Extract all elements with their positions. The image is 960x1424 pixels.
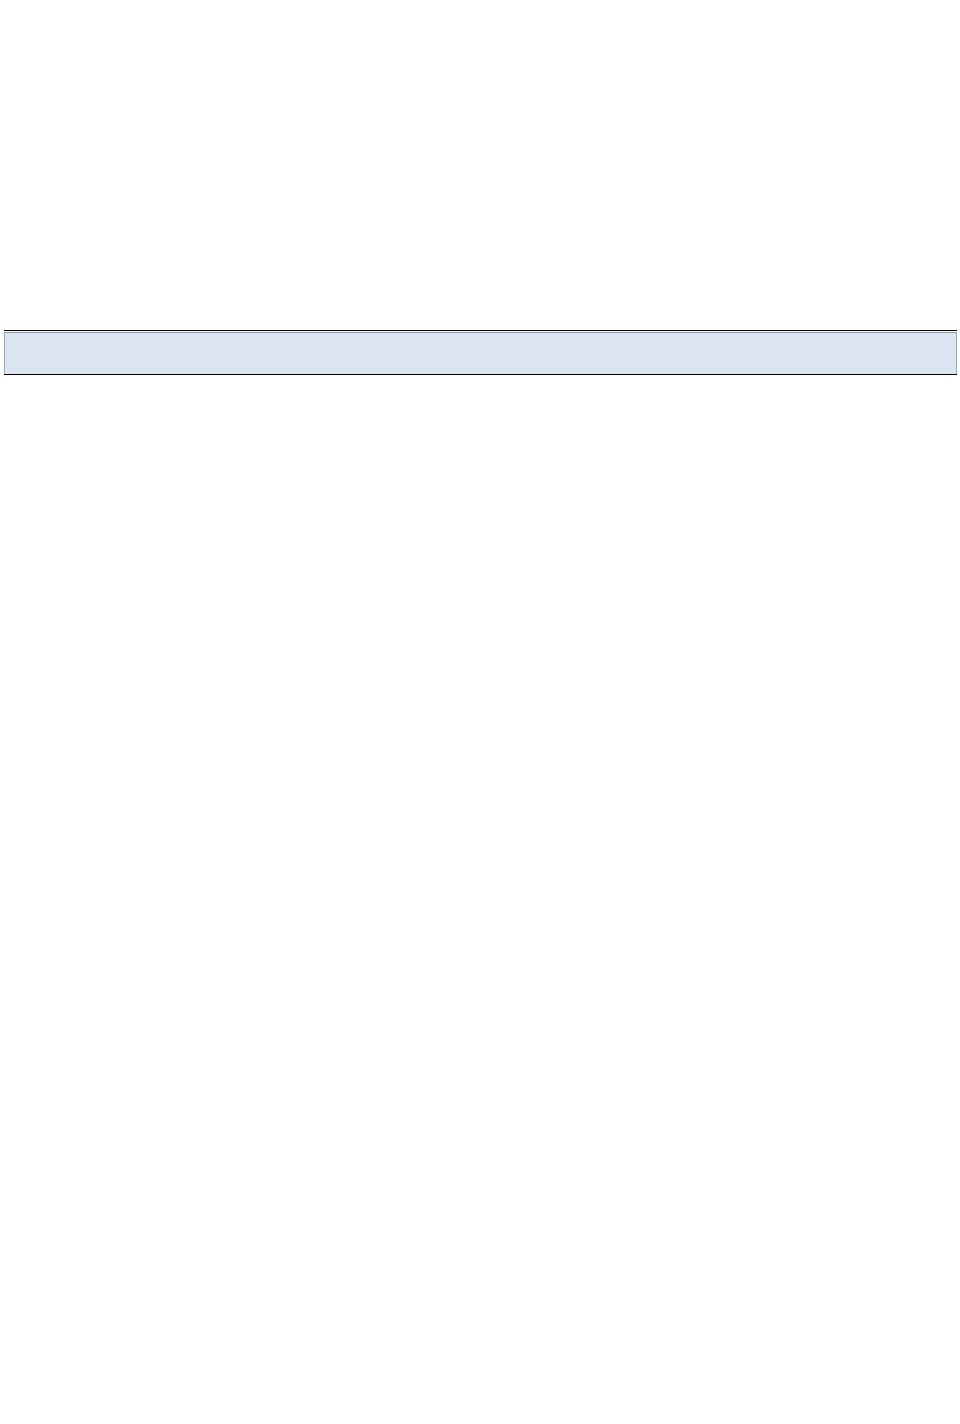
bottom-rule [4,374,957,375]
top-rule [4,330,957,331]
section-banner [4,332,957,375]
